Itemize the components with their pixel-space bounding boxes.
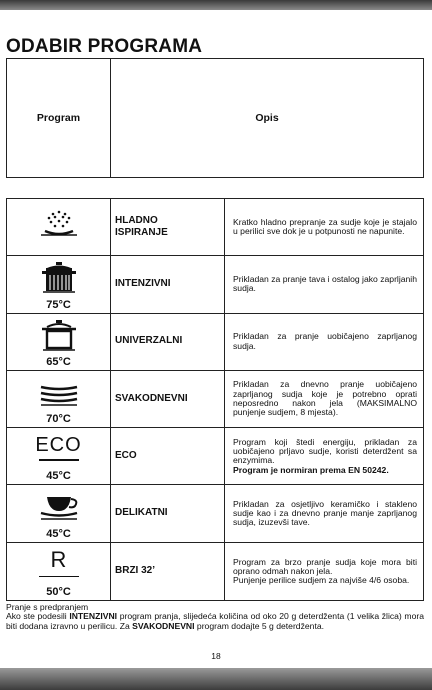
note-text: Ako ste podesili — [6, 611, 70, 622]
description-text: Program za brzo pranje sudja koje mora biti oprano odmah nakon jela. — [233, 556, 417, 576]
program-icon-cell — [7, 199, 111, 255]
temperature-label: 70°C — [46, 413, 71, 426]
program-description — [225, 314, 423, 370]
description-text: Prikladan za osjetljivo keramičko i stakleno sudje kao i za dnevno pranje manje zaprljanog sudja, izuzevši tave. — [233, 498, 417, 528]
daily-plates-icon — [31, 375, 87, 409]
program-table — [6, 198, 424, 601]
program-name-line: HLADNO — [115, 214, 158, 226]
program-name — [111, 543, 225, 600]
page-number: 18 — [211, 651, 221, 661]
program-description — [225, 199, 423, 255]
program-icon-cell — [7, 428, 111, 484]
temperature-label: 45°C — [46, 470, 71, 483]
description-text: Punjenje perilice sudjem za najviše 4/6 osoba. — [233, 575, 410, 586]
table-row — [7, 199, 423, 256]
table-row — [7, 314, 423, 371]
note-bold-text: SVAKODNEVNI — [132, 620, 195, 631]
rapid-r-icon: R — [50, 546, 67, 572]
eco-underline — [39, 459, 79, 461]
note-text: program pranja, slijedeća količina od oko 20 g deterdženta (1 velika žlica) mora biti dodana izravno u perilicu. Za — [6, 611, 425, 631]
program-name-line: INTENZIVNI — [115, 278, 171, 290]
program-description — [225, 371, 423, 427]
program-description — [225, 428, 423, 484]
description-text: Prikladan za pranje uobičajeno zaprljanog sudja. — [233, 331, 417, 351]
description-text: Kratko hladno prepranje za sudje koje je stajalo u perilici sve dok je u potpunosti ne napunite. — [233, 216, 417, 237]
note-bold-text: INTENZIVNI — [69, 611, 118, 622]
program-icon-cell — [7, 485, 111, 541]
program-description — [225, 485, 423, 541]
description-bold-text: Program je normiran prema EN 50242. — [233, 464, 389, 475]
table-row — [7, 543, 423, 600]
page-title: ODABIR PROGRAMA — [6, 36, 203, 57]
description-text: Prikladan za dnevno pranje uobičajeno zaprljanog sudja koje je potrebno oprati neposredno nakon jela (MAKSIMALNO punjenje sudjem, 8 mjesta). — [233, 379, 417, 418]
program-name — [111, 199, 225, 255]
temperature-label: 65°C — [46, 355, 71, 368]
program-icon-cell — [7, 256, 111, 312]
delicate-cup-icon — [31, 489, 87, 523]
table-row — [7, 485, 423, 542]
note-text: program dodajte 5 g deterdženta. — [194, 620, 324, 631]
program-name-line: ECO — [115, 450, 137, 462]
rapid-underline — [39, 576, 79, 578]
program-name — [111, 314, 225, 370]
program-name — [111, 256, 225, 312]
temperature-label: 45°C — [46, 527, 71, 540]
program-name-line: DELIKATNI — [115, 507, 168, 519]
program-name-line: BRZI 32’ — [115, 565, 156, 577]
program-name-line: SVAKODNEVNI — [115, 392, 188, 404]
program-icon-cell — [7, 314, 111, 370]
program-description — [225, 256, 423, 312]
program-name-line: UNIVERZALNI — [115, 335, 183, 347]
temperature-label: 75°C — [46, 298, 71, 311]
cold-rinse-icon — [31, 207, 87, 241]
prewash-note — [6, 603, 424, 631]
program-icon-cell — [7, 371, 111, 427]
note-body — [6, 612, 424, 631]
table-row — [7, 256, 423, 313]
program-name — [111, 371, 225, 427]
header-program: Program — [7, 59, 111, 177]
header-table — [6, 58, 424, 178]
description-text: Prikladan za pranje tava i ostalog jako zaprljanih sudja. — [233, 274, 417, 294]
note-title: Pranje s predpranjem — [6, 602, 89, 612]
program-name — [111, 485, 225, 541]
program-icon-cell — [7, 543, 111, 600]
program-description — [225, 543, 423, 600]
temperature-label: 50°C — [46, 586, 71, 599]
universal-pot-icon — [31, 318, 87, 352]
program-name — [111, 428, 225, 484]
intensive-pot-icon — [31, 260, 87, 294]
eco-icon: ECO — [35, 434, 82, 457]
bottom-edge-bar — [0, 668, 432, 690]
top-edge-bar — [0, 0, 432, 10]
description-text: Program koji štedi energiju, prikladan za uobičajeno prljavo sudje, koristi deterdžent sa enzymima. — [233, 436, 417, 466]
table-row — [7, 428, 423, 485]
program-name-line: ISPIRANJE — [115, 227, 168, 239]
header-opis: Opis — [255, 112, 279, 124]
table-row — [7, 371, 423, 428]
